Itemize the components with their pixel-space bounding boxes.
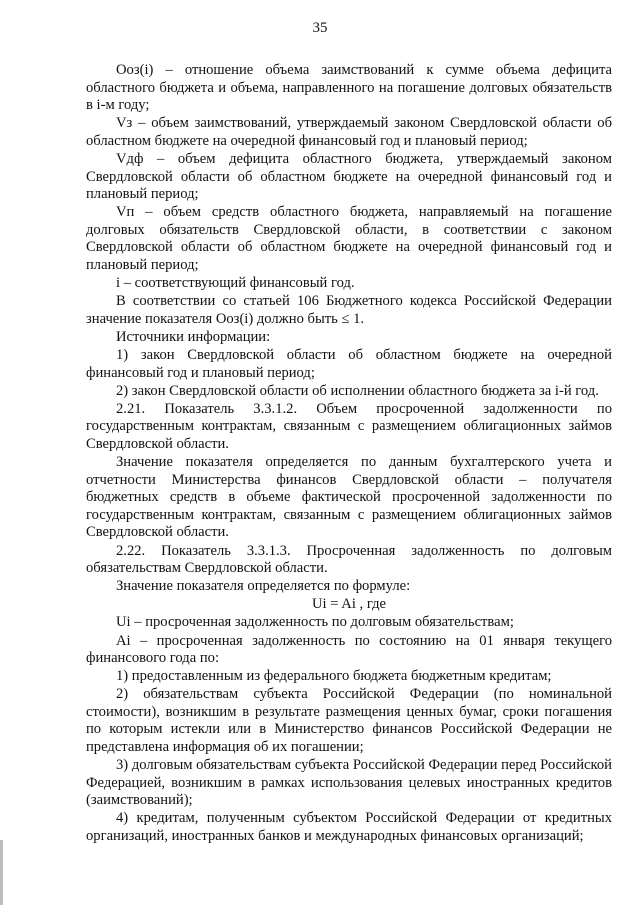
paragraph: Источники информации: [116, 328, 271, 345]
paragraph: Ui – просроченная задолженность по долговым обязательствам; [116, 614, 514, 631]
formula: Ui = Ai , где [311, 596, 386, 613]
page-number: 35 [312, 20, 328, 36]
paragraph: Ai – просроченная задолженность по состоянию на 01 января текущего финансового года по: [86, 632, 612, 667]
scan-edge-mark [0, 840, 3, 905]
paragraph: Значение показателя определяется по формуле: [116, 578, 411, 595]
paragraph: 2.21. Показатель 3.3.1.2. Объем просроченной задолженности по государственным контрактам, связанным с размещением облигационных займов Свердловской области. [86, 400, 612, 452]
paragraph: Значение показателя определяется по данным бухгалтерского учета и отчетности Министерства финансов Свердловской области – получателя бюджетных средств в объеме фактической просроченной задолженности по государственным контрактам, связанным с размещением облигационных займов Свердловской области. [86, 454, 612, 541]
paragraph: 1) предоставленным из федерального бюджета бюджетным кредитам; [116, 668, 552, 685]
paragraph: 1) закон Свердловской области об областном бюджете на очередной финансовый год и плановый период; [86, 347, 612, 381]
paragraph: 2) обязательствам субъекта Российской Федерации (по номинальной стоимости), возникшим в результате размещения ценных бумаг, сроки погашения по которым истекли или в Министерство финансов Российской Федерации не представлена информация об их погашении; [86, 686, 612, 756]
paragraph: i – соответствующий финансовый год. [116, 275, 355, 292]
paragraph: В соответствии со статьей 106 Бюджетного кодекса Российской Федерации значение показателя Ооз(i) должно быть ≤ 1. [86, 293, 612, 327]
paragraph: Vз – объем заимствований, утверждаемый законом Свердловской области об областном бюджете на очередной финансовый год и плановый период; [86, 115, 612, 149]
paragraph: 2.22. Показатель 3.3.1.3. Просроченная задолженность по долговым обязательствам Свердловской области. [86, 542, 612, 577]
paragraph: 2) закон Свердловской области об исполнении областного бюджета за i-й год. [116, 382, 599, 399]
paragraph: Vп – объем средств областного бюджета, направляемый на погашение долговых обязательств Свердловской области, в соответствии с законом Свердловской области об областном бюджете на очередной финансовый год и плановый период; [86, 204, 612, 274]
paragraph: 4) кредитам, полученным субъектом Российской Федерации от кредитных организаций, иностранных банков и международных финансовых организаций; [86, 810, 612, 845]
paragraph: Vдф – объем дефицита областного бюджета, утверждаемый законом Свердловской области об областном бюджете на очередной финансовый год и плановый период; [86, 150, 612, 203]
document-body [86, 62, 612, 846]
paragraph: 3) долговым обязательствам субъекта Российской Федерации перед Российской Федерацией, возникшим в рамках использования целевых иностранных кредитов (заимствований); [86, 757, 612, 809]
paragraph: Ооз(i) – отношение объема заимствований к сумме объема дефицита областного бюджета и объема, направленного на погашение долговых обязательств в i-м году; [86, 62, 612, 114]
